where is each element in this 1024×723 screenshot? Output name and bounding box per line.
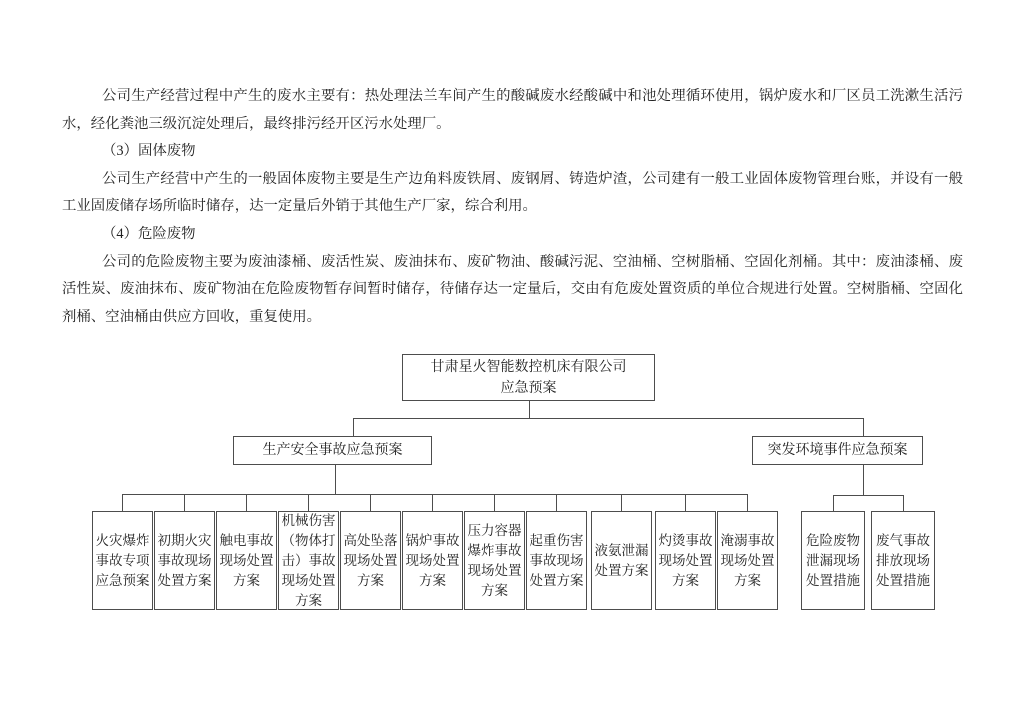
org-leaf-box	[340, 511, 401, 610]
connector-line	[863, 418, 864, 436]
org-leaf-label: 火灾爆炸事故专项应急预案	[95, 532, 150, 588]
connector-line	[122, 494, 123, 511]
connector-line	[246, 494, 247, 511]
org-branch-label: 生产安全事故应急预案	[262, 442, 403, 458]
org-leaf-label: 高处坠落现场处置方案	[343, 532, 398, 588]
org-root-title-line1: 甘肃星火智能数控机床有限公司	[430, 359, 627, 375]
section-heading: （4）危险废物	[102, 225, 196, 242]
connector-line	[494, 494, 495, 511]
org-leaf-box	[526, 511, 587, 610]
org-leaf-label: 灼烫事故现场处置方案	[658, 532, 713, 588]
paragraph: 公司的危险废物主要为废油漆桶、废活性炭、废油抹布、废矿物油、酸碱污泥、空油桶、空树脂桶、空固化剂桶。其中：废油漆桶、废活性炭、废油抹布、废矿物油在危险废物暂存间暂时储存，待储存达一定量后，交由有危废处置资质的单位合规进行处置。空树脂桶、空固化剂桶、空油桶由供应方回收，重复使用。	[62, 253, 963, 325]
org-root-title-line2: 应急预案	[500, 380, 557, 396]
connector-line	[903, 495, 904, 511]
org-branch-label: 突发环境事件应急预案	[767, 442, 908, 458]
org-leaf-box	[92, 511, 153, 610]
connector-line	[863, 465, 864, 495]
org-leaf-label: 废气事故排放现场处置措施	[876, 532, 930, 588]
connector-line	[353, 418, 354, 436]
org-root-box	[402, 354, 655, 401]
org-leaf-box	[154, 511, 215, 610]
connector-line	[335, 465, 336, 494]
connector-line	[685, 494, 686, 511]
org-leaf-box	[591, 511, 652, 610]
org-leaf-box	[402, 511, 463, 610]
org-leaf-box	[871, 511, 935, 610]
org-leaf-label: 淹溺事故现场处置方案	[720, 532, 775, 588]
org-leaf-box	[216, 511, 277, 610]
connector-line	[308, 494, 309, 511]
org-leaf-label: 压力容器爆炸事故现场处置方案	[467, 522, 522, 598]
connector-line	[833, 495, 834, 511]
org-leaf-label: 锅炉事故现场处置方案	[405, 532, 460, 588]
paragraph: 公司生产经营过程中产生的废水主要有：热处理法兰车间产生的酸碱废水经酸碱中和池处理循环使用，锅炉废水和厂区员工洗漱生活污水，经化粪池三级沉淀处理后，最终排污经开区污水处理厂。	[62, 88, 963, 132]
org-branch-production-safety	[233, 436, 432, 465]
org-leaf-label: 液氨泄漏处置方案	[594, 542, 649, 578]
connector-line	[833, 495, 903, 496]
connector-line	[432, 494, 433, 511]
connector-line	[556, 494, 557, 511]
body-text	[62, 83, 963, 331]
org-leaf-label: 初期火灾事故现场处置方案	[157, 532, 212, 588]
org-leaf-box	[278, 511, 339, 610]
org-leaf-box	[801, 511, 865, 610]
org-leaf-label: 触电事故现场处置方案	[219, 532, 274, 588]
connector-line	[529, 401, 530, 418]
connector-line	[370, 494, 371, 511]
org-leaf-label: 机械伤害（物体打击）事故现场处置方案	[281, 512, 336, 608]
paragraph: 公司生产经营中产生的一般固体废物主要是生产边角料废铁屑、废钢屑、铸造炉渣，公司建有一般工业固体废物管理台账，并设有一般工业固废储存场所临时储存，达一定量后外销于其他生产厂家，综合利用。	[62, 170, 963, 215]
org-leaf-box	[655, 511, 716, 610]
org-leaf-box	[464, 511, 525, 610]
connector-line	[747, 494, 748, 511]
connector-line	[184, 494, 185, 511]
section-heading: （3）固体废物	[102, 143, 196, 160]
org-leaf-box	[717, 511, 778, 610]
org-leaf-label: 起重伤害事故现场处置方案	[529, 532, 584, 588]
connector-line	[353, 418, 864, 419]
org-leaf-label: 危险废物泄漏现场处置措施	[806, 532, 860, 588]
connector-line	[122, 494, 748, 495]
connector-line	[621, 494, 622, 511]
org-branch-environment	[752, 436, 923, 465]
